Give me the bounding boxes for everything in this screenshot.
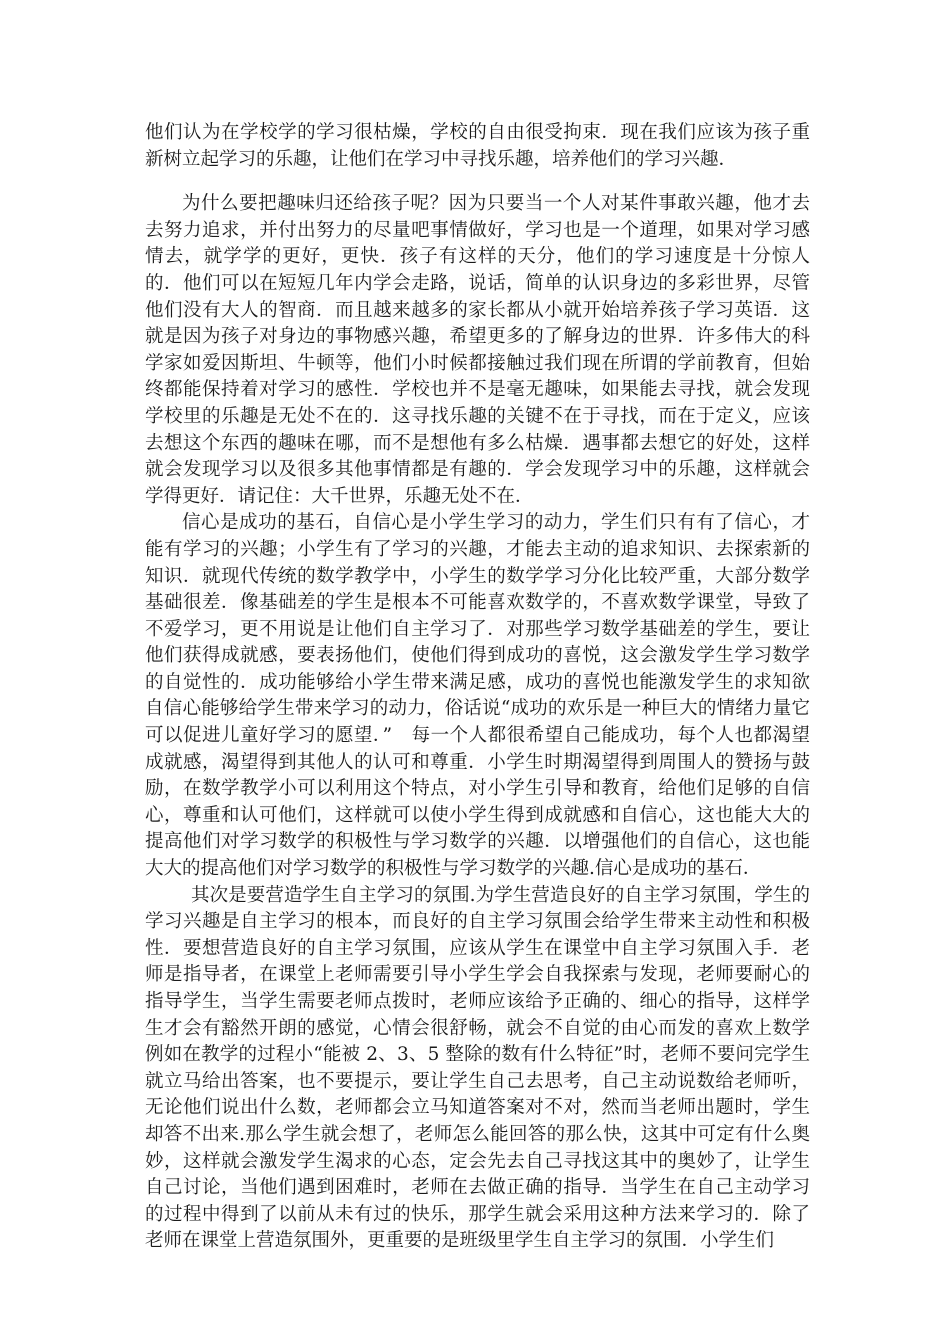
paragraph-2: 为什么要把趣味归还给孩子呢？因为只要当一个人对某件事敢兴趣，他才去去努力追求，并付出努力的尽量吧事情做好，学习也是一个道理，如果对学习感情去，就学学的更好，更快．孩子有这样的天分，他们的学习速度是十分惊人的．他们可以在短短几年内学会走路，说话，简单的认识身边的多彩世界，尽管他们没有大人的智商．而且越来越多的家长都从小就开始培养孩子学习英语．这就是因为孩子对身边的事物感兴趣，希望更多的了解身边的世界．许多伟大的科学家如爱因斯坦、牛顿等，他们小时候都接触过我们现在所谓的学前教育，但始终都能保持着对学习的感性．学校也并不是毫无趣味，如果能去寻找，就会发现学校里的乐趣是无处不在的．这寻找乐趣的关键不在于寻找，而在于定义，应该去想这个东西的趣味在哪，而不是想他有多么枯燥．遇事都去想它的好处，这样就会发现学习以及很多其他事情都是有趣的．学会发现学习中的乐趣，这样就会学得更好．请记住：大千世界，乐趣无处不在．	[145, 193, 810, 507]
paragraph-gap	[145, 173, 810, 191]
paragraph-4: 其次是要营造学生自主学习的氛围.为学生营造良好的自主学习氛围，学生的学习兴趣是自主学习的根本，而良好的自主学习氛围会给学生带来主动性和积极性．要想营造良好的自主学习氛围，应该从学生在课堂中自主学习氛围入手．老师是指导者，在课堂上老师需要引导小学生学会自我探索与发现，老师要耐心的指导学生，当学生需要老师点拨时，老师应该给予正确的、细心的指导，这样学生才会有豁然开朗的感觉，心情会很舒畅，就会不自觉的由心而发的喜欢上数学例如在教学的过程小“能被 2、3、5 整除的数有什么特征”时，老师不要问完学生就立马给出答案，也不要提示，要让学生自己去思考，自己主动说数给老师听，无论他们说出什么数，老师都会立马知道答案对不对，然而当老师出题时，学生却答不出来.那么学生就会想了，老师怎么能回答的那么快，这其中可定有什么奥妙，这样就会激发学生渴求的心态，定会先去自己寻找这其中的奥妙了，让学生自己讨论，当他们遇到困难时，老师在去做正确的指导．当学生在自己主动学习的过程中得到了以前从未有过的快乐，那学生就会采用这种方法来学习的．除了老师在课堂上营造氛围外，更重要的是班级里学生自主学习的氛围．小学生们	[145, 884, 810, 1252]
paragraph-3: 信心是成功的基石，自信心是小学生学习的动力，学生们只有有了信心，才能有学习的兴趣；小学生有了学习的兴趣，才能去主动的追求知识、去探索新的知识．就现代传统的数学教学中，小学生的数学学习分化比较严重，大部分数学基础很差．像基础差的学生是根本不可能喜欢数学的，不喜欢数学课堂，导致了不爱学习，更不用说是让他们自主学习了．对那些学习数学基础差的学生，要让他们获得成就感，要表扬他们，使他们得到成功的喜悦，这会激发学生学习数学的自觉性的．成功能够给小学生带来满足感，成功的喜悦也能激发学生的求知欲自信心能够给学生带来学习的动力，俗话说“成功的欢乐是一种巨大的情绪力量它可以促进儿童好学习的愿望．” 每一个人都很希望自己能成功，每个人也都渴望成就感，渴望得到其他人的认可和尊重．小学生时期渴望得到周围人的赞扬与鼓励，在数学教学小可以利用这个特点，对小学生引导和教育，给他们足够的自信心，尊重和认可他们，这样就可以使小学生得到成就感和自信心，这也能大大的提高他们对学习数学的积极性与学习数学的兴趣．以增强他们的自信心，这也能大大的提高他们对学习数学的积极性与学习数学的兴趣.信心是成功的基石．	[145, 512, 810, 880]
paragraph-1: 他们认为在学校学的学习很枯燥，学校的自由很受拘束．现在我们应该为孩子重新树立起学习的乐趣，让他们在学习中寻找乐趣，培养他们的学习兴趣．	[145, 122, 810, 170]
body-text	[145, 120, 810, 1255]
